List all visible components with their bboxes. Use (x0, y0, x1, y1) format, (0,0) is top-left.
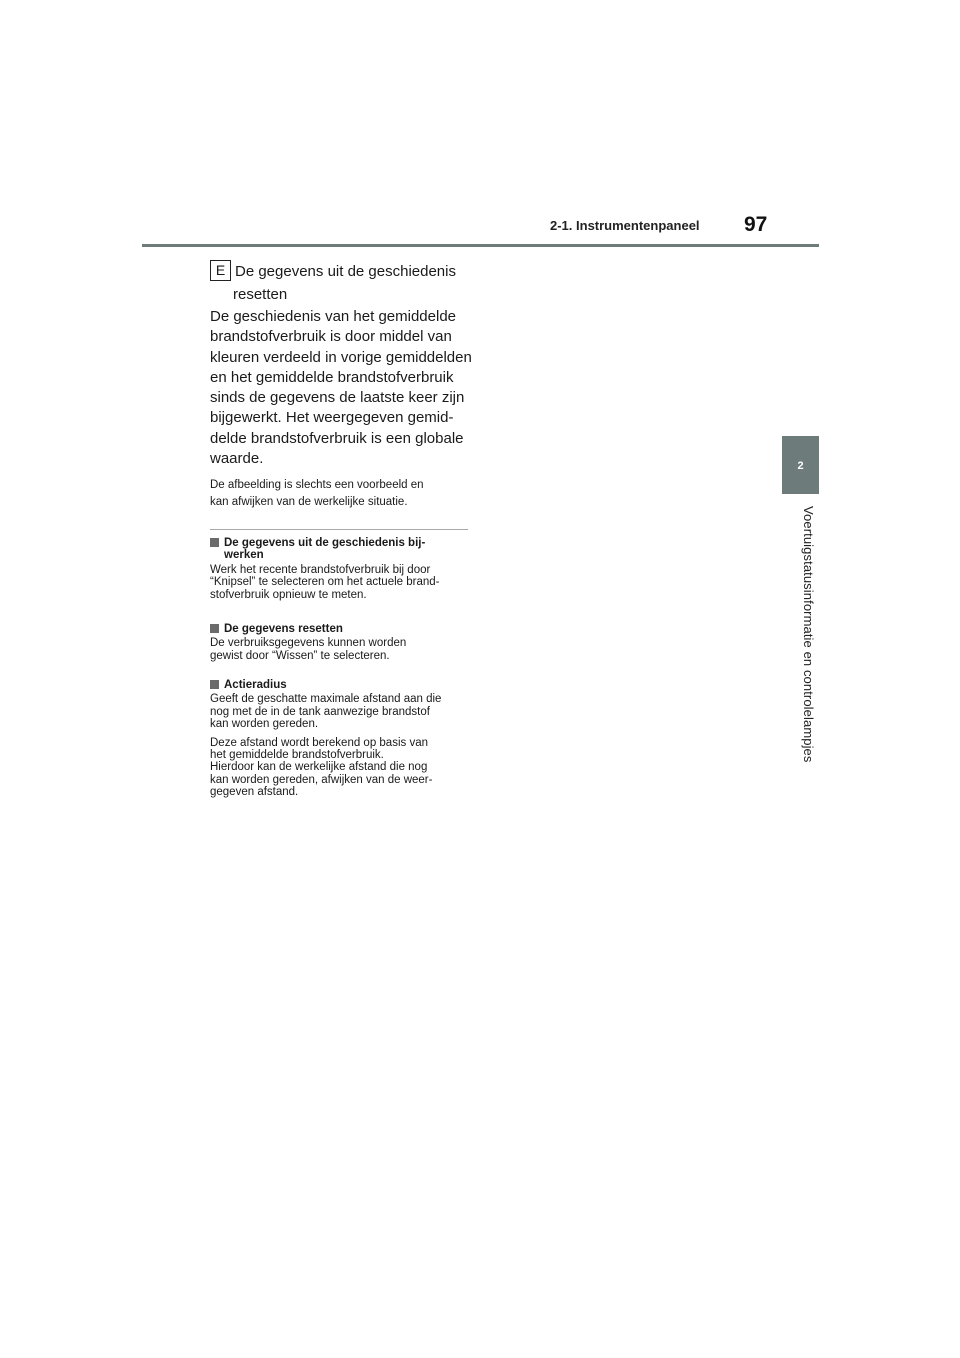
paragraph-line: De geschiedenis van het gemiddelde (210, 308, 456, 325)
note-line: De verbruiksgegevens kunnen worden (210, 637, 407, 650)
note-heading (210, 623, 472, 635)
note-line: “Knipsel” te selecteren om het actuele brand- (210, 576, 440, 589)
header-rule (142, 244, 819, 247)
note-heading-line: werken (224, 549, 264, 562)
note-block-reset (210, 623, 472, 662)
paragraph-line: waarde. (210, 450, 264, 468)
note-heading-line: De gegevens uit de geschiedenis bij- (224, 537, 426, 549)
note-line: Deze afstand wordt berekend op basis van (210, 736, 428, 749)
note-line: gewist door “Wissen” te selecteren. (210, 649, 390, 662)
note-body (210, 564, 472, 601)
step-heading-line: resetten (233, 286, 288, 303)
chapter-number: 2 (797, 460, 804, 472)
main-paragraph (210, 307, 472, 469)
note-heading (210, 679, 472, 691)
note-line: Werk het recente brandstofverbruik bij door (210, 563, 431, 576)
note-heading (210, 537, 472, 562)
square-bullet-icon (210, 680, 219, 689)
square-bullet-icon (210, 538, 219, 547)
note-heading-line: De gegevens resetten (224, 623, 343, 635)
note-body (210, 693, 472, 798)
note-body (210, 637, 472, 662)
section-divider (210, 529, 468, 530)
paragraph-line: sinds de gegevens de laatste keer zijn (210, 389, 465, 407)
paragraph-line: bijgewerkt. Het weergegeven gemid- (210, 409, 454, 427)
note-line: kan afwijken van de werkelijke situatie. (210, 496, 408, 508)
paragraph-line: brandstofverbruik is door middel van (210, 328, 452, 346)
note-heading-line: Actieradius (224, 679, 287, 691)
paragraph-line: kleuren verdeeld in vorige gemiddelden (210, 348, 472, 366)
note-line: gegeven afstand. (210, 786, 299, 799)
step-heading (210, 260, 480, 306)
note-line: Hierdoor kan de werkelijke afstand die nog (210, 761, 428, 774)
note-line: De afbeelding is slechts een voorbeeld en (210, 479, 424, 491)
step-badge: E (210, 260, 231, 281)
paragraph-line: en het gemiddelde brandstofverbruik (210, 368, 454, 386)
page-number: 97 (744, 213, 768, 236)
note-line: het gemiddelde brandstofverbruik. (210, 749, 384, 762)
paragraph-line: delde brandstofverbruik is een globale (210, 429, 464, 447)
chapter-title-vertical: Voertuigstatusinformatie en controlelampjes (801, 506, 816, 763)
step-heading-line: De gegevens uit de geschiedenis (235, 263, 456, 280)
note-block-history-update (210, 537, 472, 601)
note-line: kan worden gereden, afwijken van de weer- (210, 773, 433, 786)
note-block-range (210, 679, 472, 799)
note-line: Geeft de geschatte maximale afstand aan die (210, 693, 442, 706)
note-line: kan worden gereden. (210, 718, 319, 731)
square-bullet-icon (210, 624, 219, 633)
note-line: nog met de in de tank aanwezige brandstof (210, 705, 430, 718)
section-title: 2-1. Instrumentenpaneel (550, 218, 700, 233)
note-line: stofverbruik opnieuw te meten. (210, 588, 367, 601)
chapter-tab (782, 436, 819, 494)
illustration-note (210, 477, 472, 511)
